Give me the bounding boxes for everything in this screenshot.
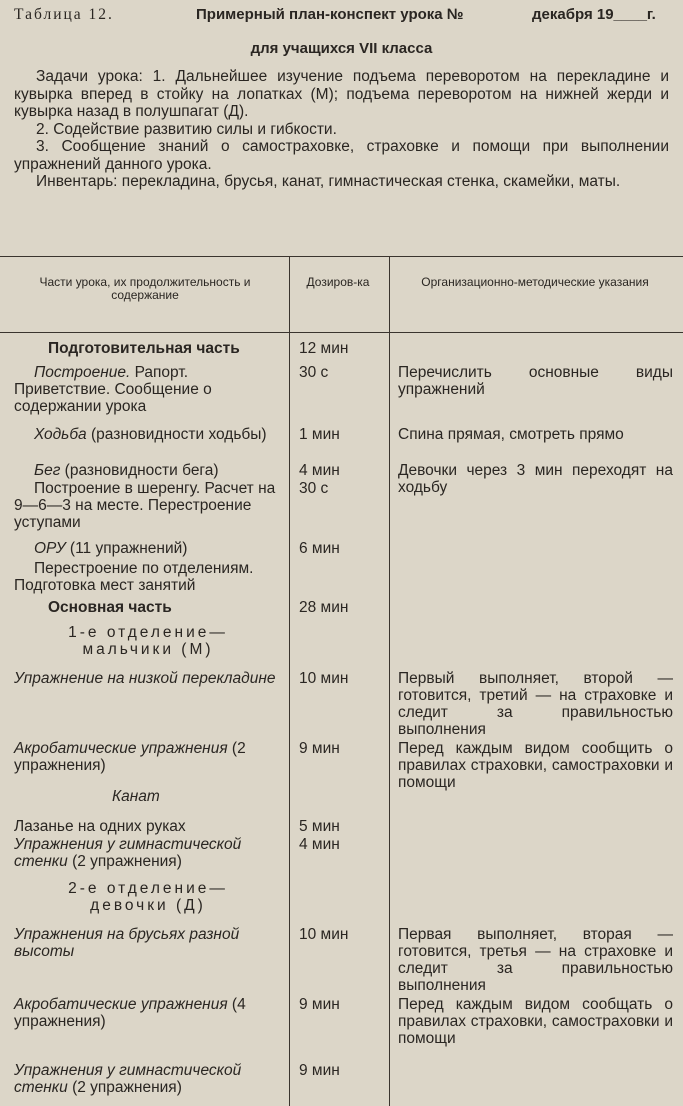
row-note: Перечислить основные виды упражнений bbox=[398, 364, 673, 398]
table-header-rule bbox=[0, 332, 683, 333]
lesson-tasks: Задачи урока: 1. Дальнейшее изучение подъема переворотом на перекладине и кувырка вперед в стойку на лопатках (М); подъема переворотом на нижней жерди и кувырка назад в полушпагат (Д). bbox=[14, 68, 669, 120]
row-part: Лазанье на одних руках bbox=[14, 818, 186, 835]
row-note: Первый выполняет, второй — готовится, третий — на страховке и следит за правильностью выполнения bbox=[398, 670, 673, 738]
row-dose: 12 мин bbox=[299, 340, 349, 357]
row-dose: 30 с bbox=[299, 364, 329, 381]
row-dose: 30 с bbox=[299, 480, 329, 497]
row-dose: 9 мин bbox=[299, 996, 340, 1013]
row-part: Основная часть bbox=[48, 599, 172, 616]
row-part: ОРУ (11 упражнений) bbox=[34, 540, 188, 557]
table-header bbox=[14, 6, 673, 28]
table-title: Примерный план-конспект урока № bbox=[196, 6, 464, 23]
row-part: Бег (разновидности бега) bbox=[34, 462, 219, 479]
lesson-task-3: 3. Сообщение знаний о самостраховке, страховке и помощи при выполнении упражнений данного урока. bbox=[14, 138, 669, 173]
col-header-notes: Организационно-методические указания bbox=[421, 275, 649, 289]
row-part: Перестроение по отделениям. Подготовка мест занятий bbox=[14, 560, 254, 594]
row-dose: 10 мин bbox=[299, 670, 349, 687]
row-note: Первая выполняет, вторая — готовится, третья — на страховке и следит за правильностью выполнения bbox=[398, 926, 673, 994]
row-part: Упражнения у гимнастической стенки (2 упражнения) bbox=[14, 1062, 242, 1096]
col-header-dose: Дозиров-ка bbox=[306, 275, 370, 289]
lesson-task-2: 2. Содействие развитию силы и гибкости. bbox=[36, 120, 337, 138]
column-divider-2 bbox=[389, 256, 390, 1106]
row-part: Ходьба (разновидности ходьбы) bbox=[34, 426, 267, 443]
column-divider-1 bbox=[289, 256, 290, 1106]
row-dose: 9 мин bbox=[299, 1062, 340, 1079]
row-dose: 1 мин bbox=[299, 426, 340, 443]
row-part: Канат bbox=[112, 788, 160, 805]
table-subtitle: для учащихся VII класса bbox=[250, 40, 433, 57]
table-top-rule bbox=[0, 256, 683, 257]
row-note: Спина прямая, смотреть прямо bbox=[398, 426, 624, 443]
row-part: 1-е отделение— мальчики (М) bbox=[68, 624, 228, 658]
row-dose: 28 мин bbox=[299, 599, 349, 616]
row-note: Девочки через 3 мин переходят на ходьбу bbox=[398, 462, 673, 496]
row-part: Упражнения на брусьях разной высоты bbox=[14, 926, 240, 960]
row-part: Упражнение на низкой перекладине bbox=[14, 670, 276, 687]
table-number: Таблица 12. bbox=[14, 6, 114, 23]
col-header-parts: Части урока, их продолжительность и содержание bbox=[39, 275, 251, 302]
row-part: Построение. Рапорт. Приветствие. Сообщение о содержании урока bbox=[14, 364, 212, 415]
row-dose: 6 мин bbox=[299, 540, 340, 557]
row-dose: 5 мин bbox=[299, 818, 340, 835]
row-part: Акробатические упражнения (2 упражнения) bbox=[14, 740, 246, 774]
row-part: Построение в шеренгу. Расчет на 9—6—3 на месте. Перестроение уступами bbox=[14, 480, 276, 531]
row-part: Акробатические упражнения (4 упражнения) bbox=[14, 996, 246, 1030]
lesson-intro bbox=[14, 68, 669, 191]
row-dose: 4 мин bbox=[299, 462, 340, 479]
row-part: Упражнения у гимнастической стенки (2 упражнения) bbox=[14, 836, 242, 870]
row-note: Перед каждым видом сообщить о правилах страховки, самостраховки и помощи bbox=[398, 740, 673, 791]
table-date: декабря 19____г. bbox=[532, 6, 656, 23]
row-dose: 4 мин bbox=[299, 836, 340, 853]
row-dose: 10 мин bbox=[299, 926, 349, 943]
row-part: 2-е отделение— девочки (Д) bbox=[68, 880, 228, 914]
lesson-equipment: Инвентарь: перекладина, брусья, канат, гимнастическая стенка, скамейки, маты. bbox=[36, 173, 621, 190]
row-part: Подготовительная часть bbox=[48, 340, 240, 357]
row-note: Перед каждым видом сообщать о правилах страховки, самостраховки и помощи bbox=[398, 996, 673, 1047]
row-dose: 9 мин bbox=[299, 740, 340, 757]
